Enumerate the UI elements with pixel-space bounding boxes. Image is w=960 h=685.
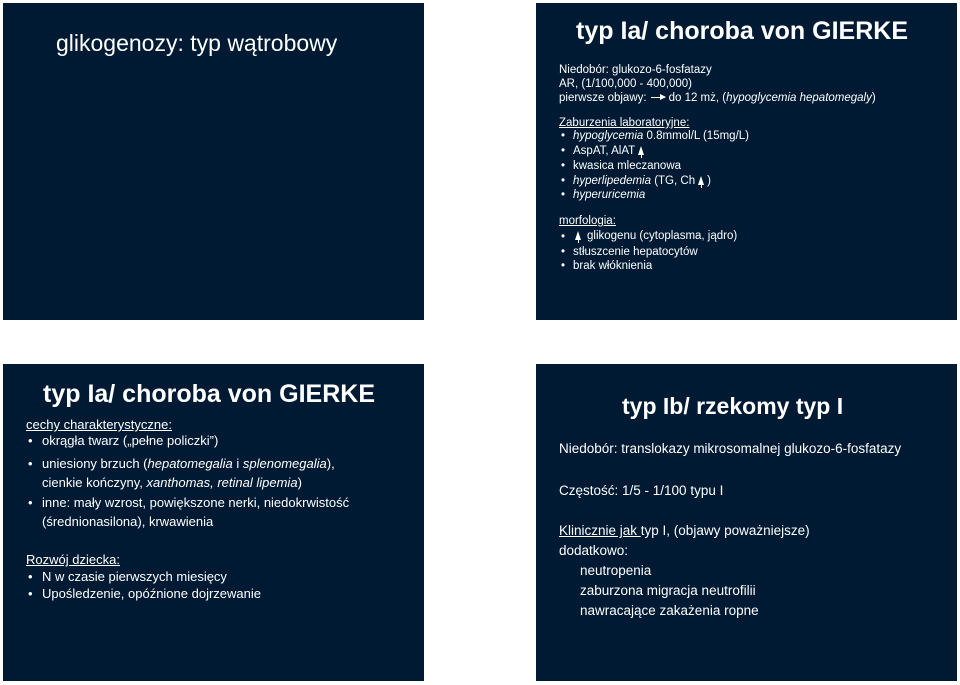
first-symptoms-line — [559, 92, 876, 104]
slide-2-title: typ Ia/ choroba von GIERKE — [576, 17, 908, 45]
feature-text: i — [232, 456, 243, 471]
first-symptoms-signs: hypoglycemia hepatomegaly — [726, 92, 872, 104]
slide-3-title: typ Ia/ choroba von GIERKE — [43, 380, 375, 408]
feature-item: inne: mały wzrost, powiększone nerki, niedokrwistość — [42, 495, 350, 510]
bullet: • — [561, 130, 566, 142]
lab-item-close: ) — [707, 175, 711, 187]
frequency-line: Częstość: 1/5 - 1/100 typu I — [559, 483, 724, 498]
lab-heading: Zaburzenia laboratoryjne: — [559, 117, 690, 129]
bullet: • — [28, 456, 33, 471]
morphology-item: brak włóknienia — [573, 260, 653, 272]
feature-item-continued: (średnionasilona), krwawienia — [42, 514, 214, 529]
slide-1-title: glikogenozy: typ wątrobowy — [56, 30, 338, 56]
deficiency-line: Niedobór: glukozo-6-fosfatazy — [559, 64, 712, 76]
deficiency-line: Niedobór: translokazy mikrosomalnej glukozo-6-fosfatazy — [559, 441, 902, 456]
bullet: • — [561, 260, 566, 272]
lab-item-term: hyperlipedemia — [573, 175, 651, 187]
feature-item: okrągła twarz („pełne policzki”) — [42, 433, 219, 448]
bullet: • — [561, 175, 566, 187]
arrow-up-icon — [638, 146, 644, 155]
bullet: • — [561, 145, 566, 157]
lab-item — [573, 145, 647, 157]
lab-item: hyperuricemia — [573, 189, 646, 201]
development-heading: Rozwój dziecka: — [26, 552, 120, 567]
clinical-text: typ I, (objawy poważniejsze) — [640, 523, 810, 538]
development-item: N w czasie pierwszych miesięcy — [42, 569, 227, 584]
lab-item-value: 0.8mmol/L (15mg/L) — [643, 130, 749, 142]
bullet: • — [28, 569, 33, 584]
lab-item-text: (TG, Ch — [651, 175, 696, 187]
clinical-line — [559, 523, 810, 538]
bullet: • — [28, 433, 33, 448]
arrow-right-icon — [651, 97, 665, 98]
feature-term: xanthomas, retinal lipemia — [146, 475, 298, 490]
feature-term: hepatomegalia — [147, 456, 233, 471]
lab-item — [573, 130, 749, 142]
feature-text: uniesiony brzuch ( — [42, 456, 148, 471]
additional-item: neutropenia — [580, 563, 652, 578]
bullet: • — [561, 246, 566, 258]
slide-1 — [3, 3, 424, 320]
development-item: Upośledzenie, opóźnione dojrzewanie — [42, 586, 261, 601]
feature-text: cienkie kończyny, — [42, 475, 147, 490]
additional-item: nawracające zakażenia ropne — [580, 603, 759, 618]
lab-item-text: AspAT, AlAT — [573, 145, 636, 157]
features-heading: cechy charakterystyczne: — [26, 417, 172, 432]
feature-item-continued — [42, 475, 302, 490]
arrow-up-icon — [698, 176, 704, 185]
feature-item — [42, 456, 335, 471]
bullet: • — [561, 189, 566, 201]
morphology-heading: morfologia: — [559, 215, 616, 227]
arrow-up-icon — [575, 231, 581, 240]
slide-4 — [536, 364, 957, 681]
slide-3 — [3, 364, 424, 681]
additional-heading: dodatkowo: — [559, 543, 629, 558]
clinical-label: Klinicznie jak — [559, 523, 641, 538]
feature-text: ) — [297, 475, 302, 490]
bullet: • — [561, 231, 566, 243]
feature-text: ), — [326, 456, 335, 471]
slide-2 — [536, 3, 957, 320]
bullet: • — [561, 160, 566, 172]
additional-item: zaburzona migracja neutrofilii — [580, 583, 756, 598]
first-symptoms-age: do 12 mż, ( — [668, 92, 727, 104]
lab-item: kwasica mleczanowa — [573, 160, 682, 172]
morphology-item-text: glikogenu (cytoplasma, jądro) — [587, 230, 738, 242]
bullet: • — [28, 495, 33, 510]
morphology-item — [573, 230, 737, 242]
slide-4-title: typ Ib/ rzekomy typ I — [622, 393, 844, 419]
first-symptoms-close: ) — [871, 92, 876, 104]
feature-term: splenomegalia — [242, 456, 327, 471]
first-symptoms-label: pierwsze objawy: — [559, 92, 647, 104]
inheritance-line: AR, (1/100,000 - 400,000) — [559, 78, 692, 90]
morphology-item: stłuszcenie hepatocytów — [573, 246, 698, 258]
bullet: • — [28, 586, 33, 601]
lab-item — [573, 175, 711, 187]
lab-item-term: hypoglycemia — [573, 130, 644, 142]
